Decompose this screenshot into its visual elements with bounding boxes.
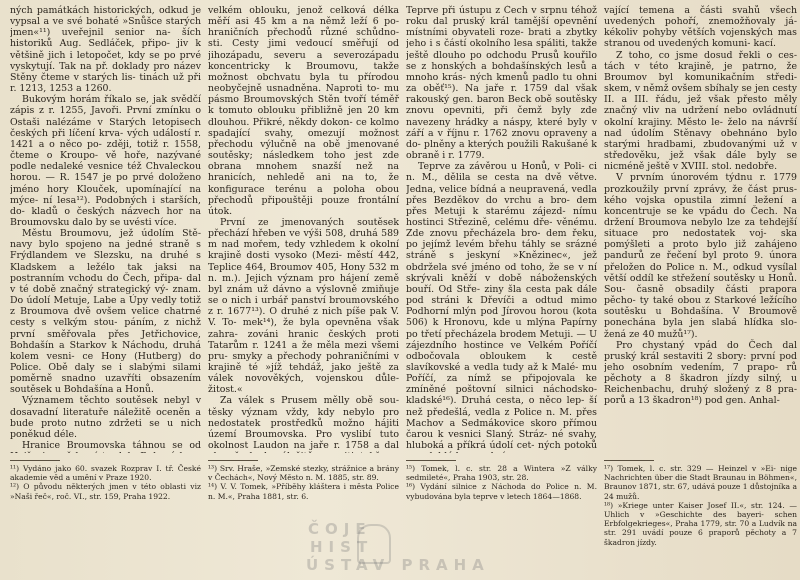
paragraph: Teprve za závěrou u Honů, v Poli- ci n. M., dělila se cesta na dvě větve. Jedna, velice bídná a neupravená, vedla přes Bezděkov do vrchu a bro- dem přes Metuji k starému zájezd- nímu hostinci Střezině, celému dře- věnému. Zde znovu přecházela bro- dem řeku, po jejímž levém břehu táhly se srázné stráně s jeskyní »Knězinec«, jež obdržela své jméno od toho, že se v ní skrývali kněží v době náboženských bouří. Od Stře- ziny šla cesta pak dále pod stráni k Dřevíči a odtud mimo Podhorní mlýn pod Jírovou horou (kota 506) k Hronovu, kde u mlýna Papírny po třetí přecházela brodem Metuji. — U zájezdního hostince ve Velkém Poříčí odbočovala obloukem k cestě slavíkovské a vedla tudy až k Malé- mu Poříčí, za nímž se připojovala ke zmíněné poštovní silnici náchodsko- kladské¹⁶). Druhá cesta, o něco lep- ší než předešlá, vedla z Police n. M. přes Machov a Sedmákovice skoro přímou čarou k vesnici Slaný. Stráz- né svahy, hluboká a příkrá údolí cet- ných potoků <box>406 161 597 452</box>
footnote: ¹¹) Vydáno jako 60. svazek Rozprav I. tř. České akademie věd a umění v Praze 1920. <box>10 464 201 483</box>
paragraph: V prvním únorovém týdnu r. 1779 prozkoužily první zprávy, že část prus- kého vojska opustila zimní ležení a koncentruje se ke vpádu do Čech. Na držení Broumova nebylo lze za tehdejší situace pro nedostatek voj- ska pomýšleti a proto bylo již zahájeno pandurů ze řečení byl proto 9. února přeložen do Police n. M., odkud vysílal větší oddíl ke střežení soutěsky u Honů. Sou- časně obsadily části prapora pěcho- ty také obou z Starkové ležícího soutěsku u Bohdašína. V Broumově ponechána byla jen slabá hlídka slo- žená ze 40 mužů¹⁷). <box>604 172 797 340</box>
paragraph: Hranice Broumovska táhnou se od <box>22 440 201 452</box>
footnote: ¹⁷) Tomek, l. c. str. 329 — Heinzel v »Ei- nige Nachrichten über die Stadt Braunau in Böhmen«, Braunov 1871, str. 67, udává pouze 1 důstojníka a 24 mužů. <box>604 464 797 501</box>
watermark-line-2: HIST <box>310 538 374 556</box>
paragraph: Bukovým horám říkalo se, jak svědčí zápis z r. 1255, Javoři. První zmínku o Ostaši nalézáme v Starých letopisech českých při líčení krva- vých událostí r. 1421 a o něco po- zději, totiž r. 1558, čteme o Kroupo- vě hoře, nazývané podle nedaleké vesnice též Chvaleckou horou. — R. 1547 je po prvé doloženo jméno hory Klouček, upomínající na mýce- ní lesa¹²). Podobných i starších, do- kladů o českých názvech hor na Broumovsku dalo by se uvésti více. <box>10 94 201 228</box>
paragraph: ných památkách historických, odkud je vypsal a ve své bohaté »Snůšce starých jmen«¹¹) uveřejnil senior na- ších historiků Aug. Sedláček, připo- jiv k většině jich i letopočet, kdy se po prvé vyskytují. Tak na př. doklady pro název Stěny čteme v starých lis- tinách už při r. 1213, 1253 a 1260. <box>10 5 201 95</box>
column-3 <box>406 5 597 453</box>
paragraph: vající temena a části svahů všech uvedených pohoří, znemožňovaly já- kékoliv pohyby větších vojenských mas stranou od uvedených komuni- kací. <box>604 5 797 50</box>
footnote: ¹⁴) V. V. Tomek, »Příběhy kláštera i města Police n. M.«, Praha 1881, str. 6. <box>208 482 399 501</box>
footnote-divider <box>604 460 654 461</box>
paragraph: Městu Broumovu, jež údolím Stě- navy bylo spojeno na jedné straně s Frýdlandem ve Slezsku, na druhé s Kladskem a ležélo tak jaksi na postranním vchodu do Čech, připa- dal v té době značný strategický vý- znam. Do údolí Metuje, Labe a Úpy vedly totiž z Broumova dvě ovšem velice chatrné cesty s velkým stou- páním, z nichž první směřovala přes Jetřichovice, Bohdašín a Starkov k Náchodu, druhá kolem vesni- ce Hony (Hutberg) do Police. Obě daly se i slabými silami poměrně snadno uzavříti obsazením soutěsek u Bohdašína a Honů. <box>10 228 201 396</box>
column-2 <box>208 5 399 453</box>
footnote-column-1 <box>10 460 201 547</box>
footnote-column-3 <box>406 460 597 547</box>
paragraph: Významem těchto soutěsek nebyl v dosavadní literatuře náležitě oceněn a bude proto nutno zdržeti se u nich poněkud déle. <box>10 395 201 440</box>
column-1 <box>10 5 201 453</box>
paragraph: Teprve při ústupu z Čech v srpnu téhož roku dal pruský král tamější opevnění místními obyvateli roze- brati a zbytky jeho i s částí okolního lesa spáliti, takže ještě dlouho po odchodu Prusů kouřilo se z honských a bohdašínských lesů a mnoho krás- ných kmenů padlo tu ohni za oběť¹⁵). Na jaře r. 1759 dal však rakouský gen. baron Beck obě soutěsky znovu opevniti, při čemž byly zde navezeny hrádky a náspy, které byly v září a v říjnu r. 1762 znovu opraveny a do- plněny a kterých použili Rakušané k obraně i r. 1779. <box>406 5 597 162</box>
paragraph: Pro chystaný vpád do Čech dal pruský král sestaviti 2 sbory: první pod jeho osobním vedením, 7 prapo- rů pěchoty a 8 škadron jízdy silný, u Reichenbachu, druhý složený z 8 pra- porů a 13 škadron¹⁸) pod gen. Anhal- <box>604 339 797 407</box>
paragraph: velkém oblouku, jenož celková délka měří asi 45 km a na němž leží 6 po- hraničních přechodů různé schůdno- sti. Cesty jimi vedoucí směřují od jihozápadu, severu a severozápadu koncentricky k Broumovu, takže možnost obchvatu byla tu přírodou neobyčejně usnadněna. Naproti to- mu pásmo Broumovských Stěn tvoří téměř k tomuto oblouku přibližně jen 20 km dlouhou. Přikré, někdy dokon- ce kolmo spadající svahy, omezují možnost přechodu výlučně na obě jmenované soutěsky; následkem toho jest zde obrana mnohem snazší než na hranicích, nehledě ani na to, že konfigurace terénu a poloha obou přechodů připouštěji pouze frontální útok. <box>208 5 399 217</box>
paragraph: Z toho, co jsme dosud řekli o ces- tách v této krajině, je patrno, že Broumov byl komunikačním středi- skem, v němž ovšem sbíhaly se jen cesty II. a III. řádu, jež však přesto měly značný vliv na udržení nebo ovládnutí okolní krajiny. Město le- želo na návrší nad údolím Stěnavy obehnáno bylo starými hradbami, zbudovanými už v středověku, jež však dále byly se nicméně ještě v XVIII. stol. nedobře. <box>604 49 797 173</box>
paragraph: Za válek s Prusem mělly obě sou- těsky význam vždy, kdy nebylo pro nedostatek prostředků možno hájiti území Broumovska. Pro vyslibí tuto okolnost Laudon na jaře r. 1758 a dal <box>208 395 399 452</box>
footnote: ¹³) Srv. Hraše, »Zemské stezky, strážnice a brány v Čechách«, Nový Město n. M. 1885, str. 89. <box>208 464 399 483</box>
footnote: ¹⁸) »Kriege unter Kaiser Josef II.«, str. 124. — Uhlich v »Geschichte des bayeri- schen Erbfolgekrieges«, Praha 1779, str. 70 a Ludvík na str. 291 uvádí pouze 6 praporů pěchoty a 7 škadron jízdy. <box>604 500 797 547</box>
watermark-line-1: ČOJE <box>308 520 372 538</box>
paragraph: První ze jmenovaných soutěsek přechází hřeben ve výši 508, druhá 589 m nad mořem, tedy vzhledem k okolní krajině dosti vysoko (Mezi- městí 442, Teplice 464, Broumov 405, Hony 532 m n. m.). Jejich význam pro hájení země byl znám už dávno a výslovně zmiňuje se o nich i urbář panství broumovského z r. 1677¹³). O druhé z nich píše pak V. V. To- mek¹⁴), že byla opevněna však zahra- zováni hranic českých proti Tatarům r. 1241 a že měla mezi všemi pru- smyky a přechody pohraničními v krajině té »jíž tehdáž, jako ještě za válek novověkých, vojenskou důle- žitost.« <box>208 216 399 396</box>
text-columns <box>10 5 797 453</box>
footnote: ¹⁶) Vydání silnice z Náchoda do Police n. M. vybudována byla teprve v letech 1864—1868. <box>406 482 597 501</box>
footnote-divider <box>10 460 60 461</box>
footnote-divider <box>208 460 258 461</box>
footnote: ¹²) O původu některých jmen v této oblasti viz »Naši řeč«, roč. VI., str. 159, Praha 1922. <box>10 482 201 501</box>
footnote-divider <box>406 460 456 461</box>
footnotes <box>10 460 797 547</box>
watermark-line-3: ÚSTAV PRAHA <box>306 556 490 574</box>
footnote: ¹⁵) Tomek, l. c. str. 28 a Wintera »Z války sedmileté«, Praha 1903, str. 28. <box>406 464 597 483</box>
footnote-column-4 <box>604 460 797 547</box>
footnote-column-2 <box>208 460 399 547</box>
column-4 <box>604 5 797 453</box>
